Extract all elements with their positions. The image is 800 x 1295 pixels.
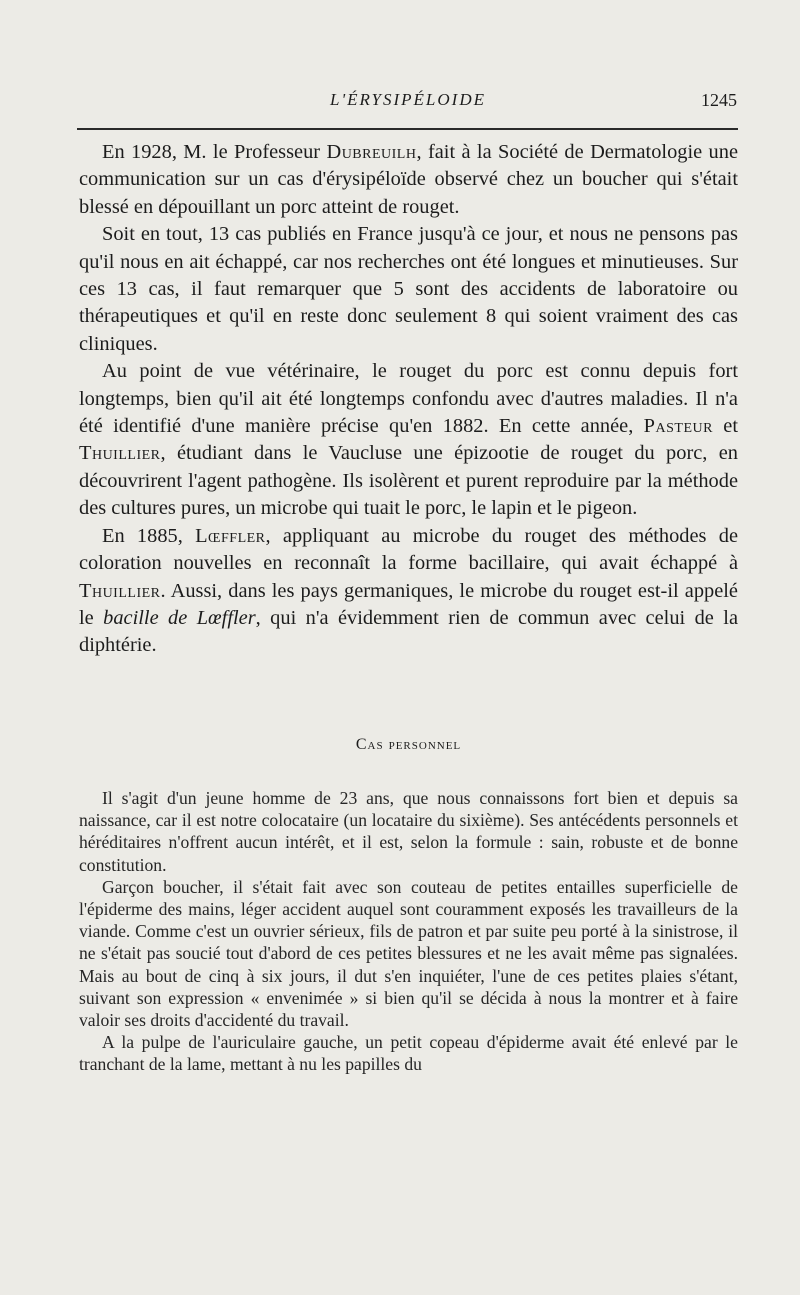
paragraph-4: En 1885, Lœffler, appliquant au microbe du rouget des méthodes de coloration nouvelles en reconnaît la forme bacillaire, qui avait échappé à Thuillier. Aussi, dans les pays germaniques, le microbe du rouget est-il appelé le bacille de Lœffler, qui n'a évidemment rien de commun avec celui de la diphtérie.	[79, 524, 739, 657]
case-text	[79, 787, 738, 1076]
case-paragraph-3: A la pulpe de l'auriculaire gauche, un petit copeau d'épiderme avait été enlevé par le tranchant de la lame, mettant à nu les papilles du	[79, 1032, 738, 1075]
case-paragraph-1: Il s'agit d'un jeune homme de 23 ans, que nous connaissons fort bien et depuis sa naissance, car il est notre colocataire (un locataire du sixième). Ses antécédents personnels et héréditaires n'offrent aucun intérêt, et il est, selon la formule : sain, robuste et de bonne constitution.	[79, 788, 738, 875]
author-name: Lœffler	[195, 524, 266, 547]
paragraph-2: Soit en tout, 13 cas publiés en France jusqu'à ce jour, et nous ne pensons pas qu'il nous en ait échappé, car nos recherches ont été longues et minutieuses. Sur ces 13 cas, il faut remarquer que 5 sont des accidents de laboratoire ou thérapeutiques et qu'il en reste donc seulement 8 qui soient vraiment des cas cliniques.	[79, 223, 738, 355]
author-name: Dubreuilh	[326, 141, 417, 163]
author-name: Thuillier	[79, 579, 161, 602]
case-paragraph-2: Garçon boucher, il s'était fait avec son couteau de petites entailles superficielle de l'épiderme des mains, léger accident auquel sont couramment exposés les travailleurs de la viande. Comme c'est un ouvrier sérieux, fils de patron et par suite peu porté à la sinistrose, il ne s'était pas soucié tout d'abord de ces petites blessures et ne les avait même pas signalées. Mais au bout de cinq à six jours, il dut s'en inquiéter, l'une de ces petites plaies s'étant, suivant son expression « envenimée » si bien qu'il se décida à nous la montrer et à faire valoir ses droits d'accidenté du travail.	[79, 876, 738, 1031]
author-name: Thuillier	[79, 442, 161, 465]
page-number: 1245	[701, 90, 737, 110]
italic-term: bacille de Lœffler	[103, 606, 256, 629]
header-rule	[77, 128, 738, 130]
section-heading: Cas personnel	[355, 736, 462, 753]
running-header	[79, 90, 737, 116]
author-name: Pasteur	[643, 415, 713, 438]
main-text	[79, 139, 738, 660]
paragraph-1: En 1928, M. le Professeur Dubreuilh, fait à la Société de Dermatologie une communication sur un cas d'érysipéloïde observé chez un boucher qui s'était blessé en dépouillant un porc atteint de rouget.	[79, 141, 738, 218]
running-title: L'ÉRYSIPÉLOIDE	[330, 90, 486, 109]
paragraph-3: Au point de vue vétérinaire, le rouget du porc est connu depuis fort longtemps, bien qu'il ait été longtemps confondu avec d'autres maladies. Il n'a été identifié d'une manière précise qu'en 1882. En cette année, Pasteur et Thuillier, étudiant dans le Vaucluse une épizootie de rouget du porc, en découvrirent l'agent pathogène. Ils isolèrent et purent reproduire par la méthode des cultures pures, un microbe qui tuait le porc, le lapin et le pigeon.	[79, 360, 738, 520]
